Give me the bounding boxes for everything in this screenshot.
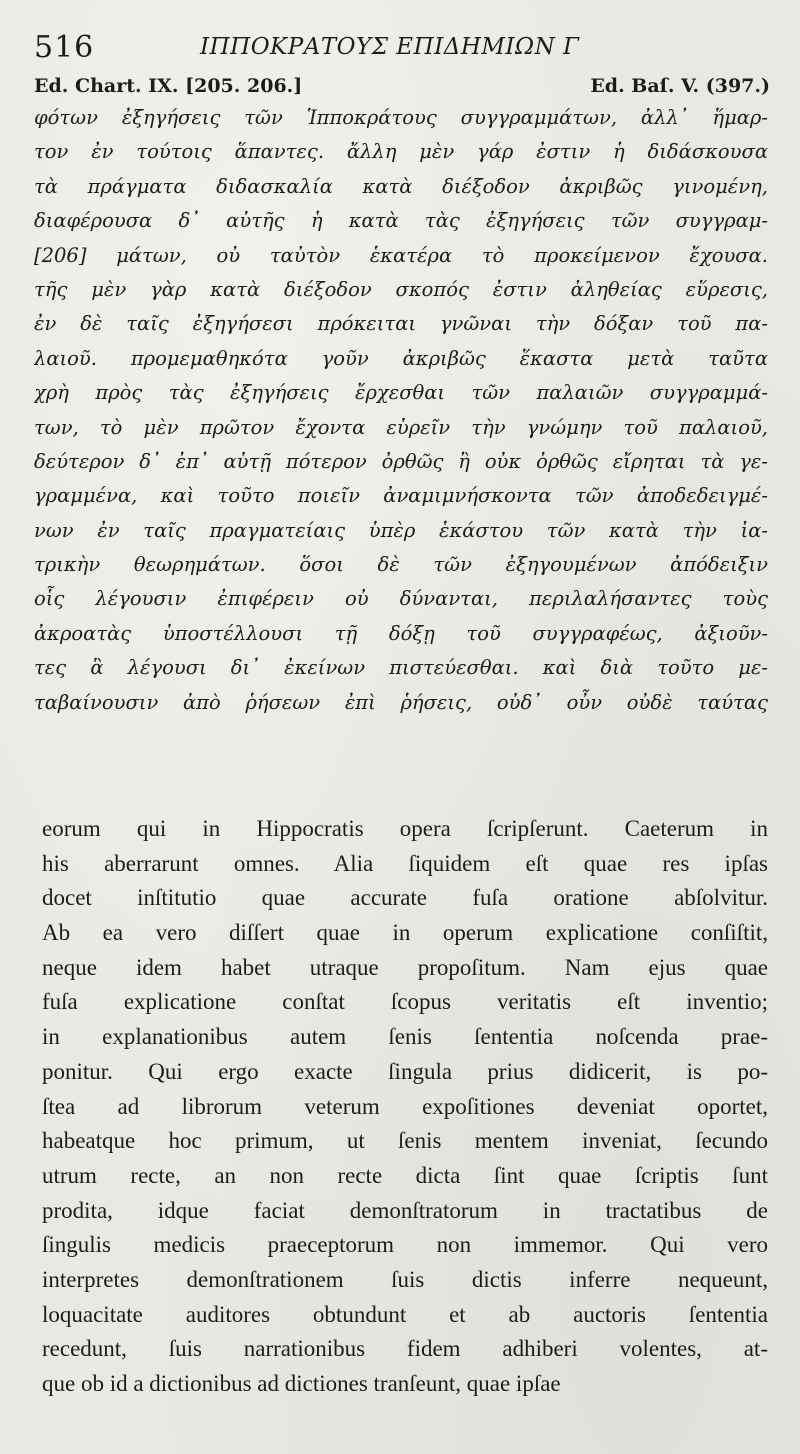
latin-line: habeatque hoc primum, ut ſenis mentem inveniat, ſecundo xyxy=(42,1128,768,1154)
latin-line: loquacitate auditores obtundunt et ab auctoris ſententia xyxy=(42,1301,768,1327)
running-title: ΙΠΠΟΚΡΑΤΟΥΣ ΕΠΙΔΗΜΙΩΝ Γ xyxy=(200,34,580,60)
greek-line: οἷς λέγουσιν ἐπιφέρειν οὐ δύνανται, περιλαλήσαντες τοὺς xyxy=(34,587,768,611)
greek-line: νων ἐν ταῖς πραγματείαις ὑπὲρ ἑκάστου τῶν κατὰ τὴν ἰα- xyxy=(34,518,768,542)
greek-line: ἀκροατὰς ὑποστέλλουσι τῇ δόξῃ τοῦ συγγραφέως, ἀξιοῦν- xyxy=(34,621,768,645)
greek-line: τῆς μὲν γὰρ κατὰ διέξοδον σκοπός ἐστιν ἀληθείας εὕρεσις, xyxy=(34,277,768,301)
edition-reference-left: Ed. Chart. IX. [205. 206.] xyxy=(34,75,303,97)
latin-line: ſtea ad librorum veterum expoſitiones deveniat oportet, xyxy=(42,1093,768,1119)
latin-line: in explanationibus autem ſenis ſententia noſcenda prae- xyxy=(42,1024,768,1050)
greek-line: γραμμένα, καὶ τοῦτο ποιεῖν ἀναμιμνήσκοντα τῶν ἀποδεδειγμέ- xyxy=(34,484,768,508)
latin-line: eorum qui in Hippocratis opera ſcripſerunt. Caeterum in xyxy=(42,816,768,841)
latin-line: ponitur. Qui ergo exacte ſingula prius didicerit, is po- xyxy=(42,1058,768,1084)
edition-reference-right: Ed. Baſ. V. (397.) xyxy=(590,75,770,97)
latin-line: neque idem habet utraque propoſitum. Nam ejus quae xyxy=(42,954,768,980)
greek-line: χρὴ πρὸς τὰς ἐξηγήσεις ἔρχεσθαι τῶν παλαιῶν συγγραμμά- xyxy=(34,381,768,405)
greek-line: τὰ πράγματα διδασκαλία κατὰ διέξοδον ἀκριβῶς γινομένη, xyxy=(34,174,768,198)
greek-line: δεύτερον δ᾽ ἐπ᾽ αὐτῇ πότερον ὀρθῶς ἢ οὐκ ὀρθῶς εἴρηται τὰ γε- xyxy=(34,449,768,473)
latin-line: ſingulis medicis praeceptorum non immemor. Qui vero xyxy=(42,1232,768,1258)
latin-line: his aberrarunt omnes. Alia ſiquidem eſt quae res ipſas xyxy=(42,850,768,876)
greek-line: λαιοῦ. προμεμαθηκότα γοῦν ἀκριβῶς ἕκαστα μετὰ ταῦτα xyxy=(34,346,768,370)
greek-line: τες ἃ λέγουσι δι᾽ ἐκείνων πιστεύεσθαι. καὶ διὰ τοῦτο με- xyxy=(34,656,768,680)
greek-line: τρικὴν θεωρημάτων. ὅσοι δὲ τῶν ἐξηγουμένων ἀπόδειξιν xyxy=(34,553,768,577)
page-number: 516 xyxy=(34,30,95,65)
latin-line: utrum recte, an non recte dicta ſint quae ſcriptis ſunt xyxy=(42,1162,768,1188)
latin-line: Ab ea vero diſſert quae in operum explicatione conſiſtit, xyxy=(42,920,768,946)
greek-line: ταβαίνουσιν ἀπὸ ῥήσεων ἐπὶ ῥήσεις, οὐδ᾽ οὖν οὐδὲ ταύτας xyxy=(34,690,768,714)
latin-line: docet inſtitutio quae accurate fuſa oratione abſolvitur. xyxy=(42,885,768,911)
latin-line: recedunt, ſuis narrationibus fidem adhiberi volentes, at- xyxy=(42,1336,768,1362)
greek-line: διαφέρουσα δ᾽ αὐτῆς ἡ κατὰ τὰς ἐξηγήσεις τῶν συγγραμ- xyxy=(34,209,768,233)
greek-line: [206] μάτων, οὐ ταὐτὸν ἑκατέρα τὸ προκείμενον ἔχουσα. xyxy=(34,243,768,267)
greek-text-block xyxy=(34,101,768,720)
latin-text-block xyxy=(42,812,768,1402)
greek-line: τον ἐν τούτοις ἅπαντες. ἄλλη μὲν γάρ ἐστιν ἡ διδάσκουσα xyxy=(34,140,768,164)
greek-line: ἐν δὲ ταῖς ἐξηγήσεσι πρόκειται γνῶναι τὴν δόξαν τοῦ πα- xyxy=(34,312,768,336)
page-header xyxy=(34,30,774,72)
greek-line: των, τὸ μὲν πρῶτον ἔχοντα εὑρεῖν τὴν γνώμην τοῦ παλαιοῦ, xyxy=(34,415,768,439)
greek-line: φότων ἐξηγήσεις τῶν Ἱπποκράτους συγγραμμάτων, ἀλλ᾽ ἥμαρ- xyxy=(34,106,768,129)
latin-line: fuſa explicatione conſtat ſcopus veritatis eſt inventio; xyxy=(42,989,768,1015)
latin-line: prodita, idque faciat demonſtratorum in tractatibus de xyxy=(42,1197,768,1223)
latin-line: que ob id a dictionibus ad dictiones tranſeunt, quae ipſae xyxy=(42,1371,561,1396)
latin-line: interpretes demonſtrationem ſuis dictis inferre nequeunt, xyxy=(42,1266,768,1292)
